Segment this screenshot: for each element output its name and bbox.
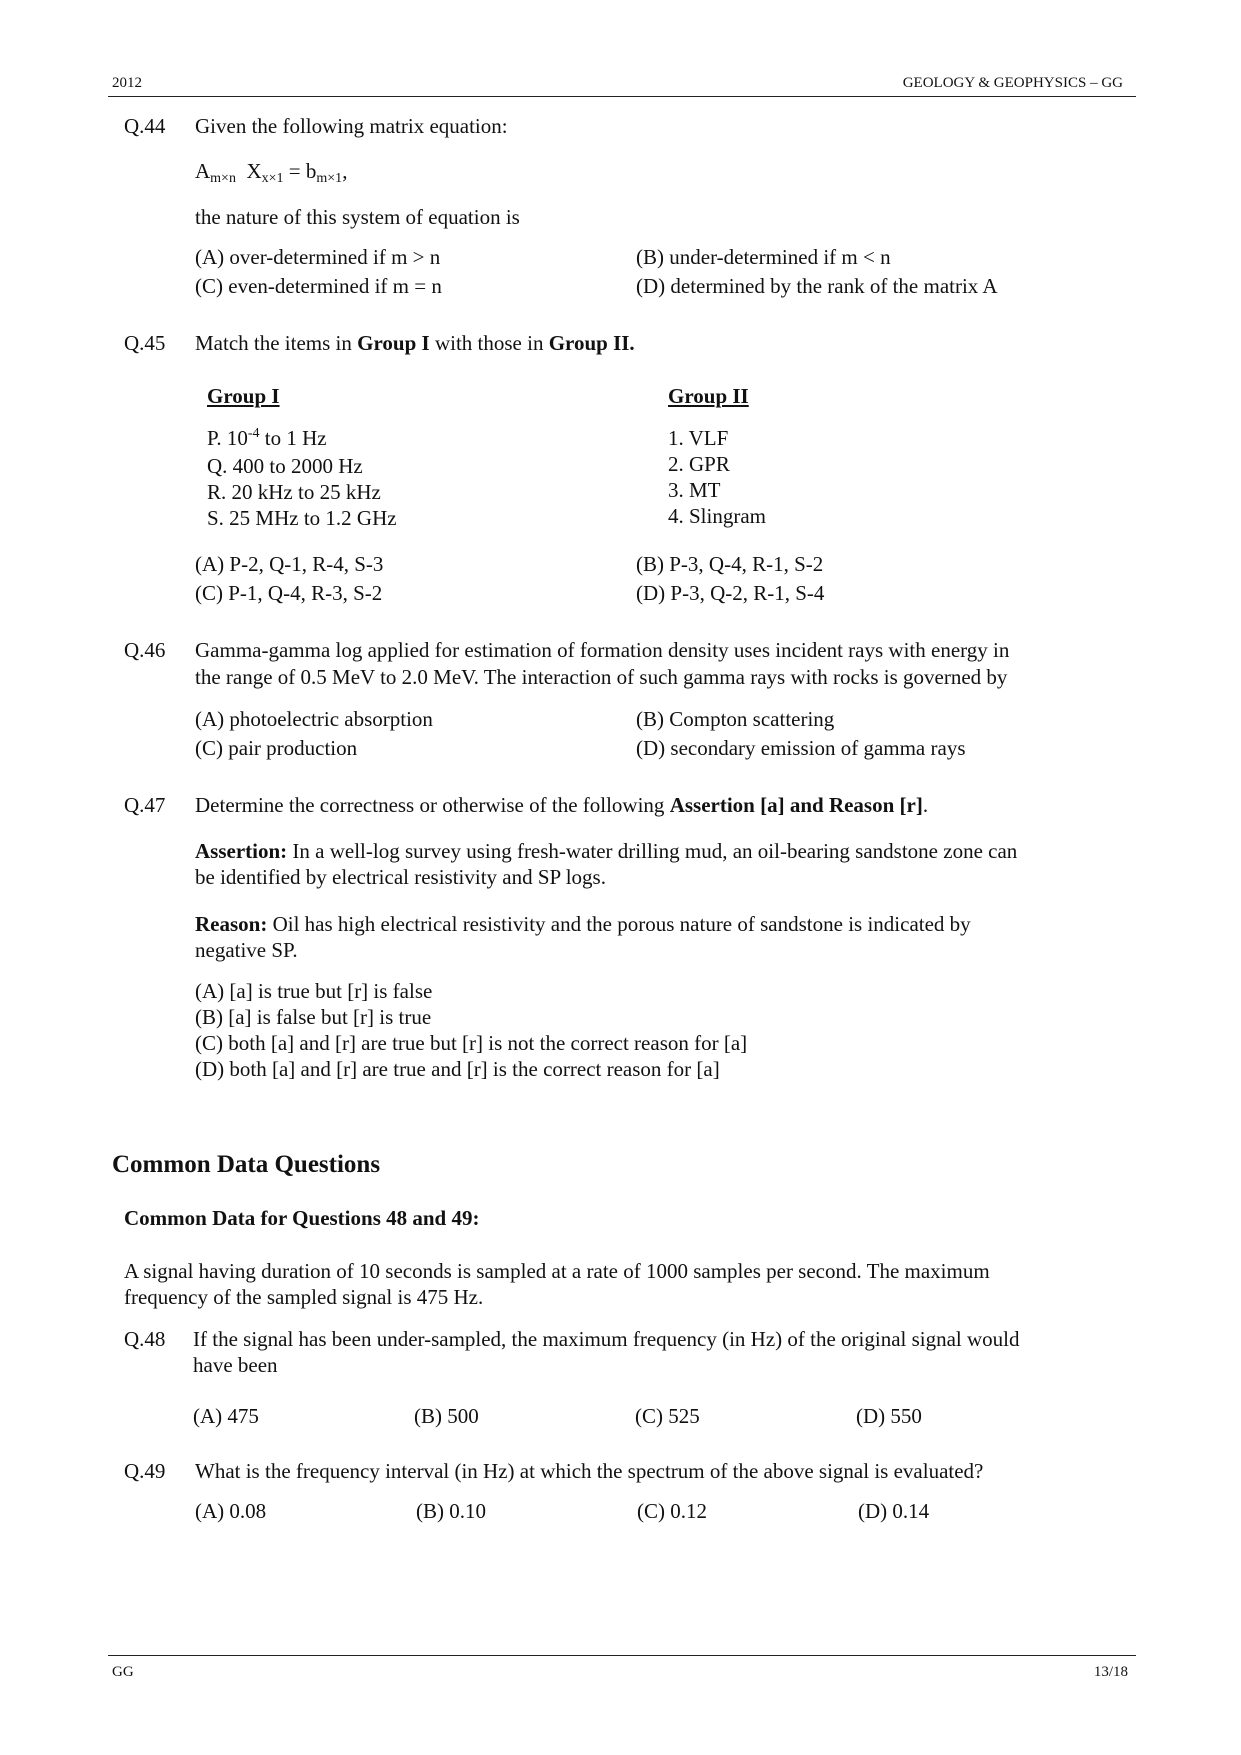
q45-group2-item-3: 3. MT: [668, 478, 721, 502]
q45-option-d: (D) P-3, Q-2, R-1, S-4: [636, 581, 825, 605]
q49-number: Q.49: [124, 1459, 166, 1483]
q45-group2-item-1: 1. VLF: [668, 426, 729, 450]
q48-option-c: (C) 525: [635, 1404, 700, 1428]
q47-reason-line2: negative SP.: [195, 938, 298, 962]
q47-assertion-line2: be identified by electrical resistivity and SP logs.: [195, 865, 606, 889]
q44-text: Given the following matrix equation:: [195, 114, 508, 138]
q48-option-b: (B) 500: [414, 1404, 479, 1428]
q47-number: Q.47: [124, 793, 166, 817]
q48-option-a: (A) 475: [193, 1404, 259, 1428]
q44-option-b: (B) under-determined if m < n: [636, 245, 891, 269]
q45-group1-item-q: Q. 400 to 2000 Hz: [207, 454, 363, 478]
q44-option-d: (D) determined by the rank of the matrix A: [636, 274, 998, 298]
q47-reason-line1: Reason: Oil has high electrical resistivity and the porous nature of sandstone is indicated by: [195, 912, 971, 936]
q45-group2-item-2: 2. GPR: [668, 452, 730, 476]
common-data-subheading: Common Data for Questions 48 and 49:: [124, 1206, 480, 1230]
q45-group1-item-p: P. $10^{-4}$ to 1 Hz: [207, 426, 327, 450]
q46-option-a: (A) photoelectric absorption: [195, 707, 433, 731]
q44-equation: $A_{m\times n}$ $X_{x\times 1} = b_{m\times 1}$,: [195, 159, 348, 186]
q45-group2-title: Group II: [668, 384, 749, 408]
q49-option-a: (A) 0.08: [195, 1499, 267, 1523]
q45-group1-item-r: R. 20 kHz to 25 kHz: [207, 480, 381, 504]
q48-line2: have been: [193, 1353, 278, 1377]
q44-option-a: (A) over-determined if m > n: [195, 245, 441, 269]
q47-option-b: (B) [a] is false but [r] is true: [195, 1005, 432, 1029]
q45-number: Q.45: [124, 331, 166, 355]
q44-text2: the nature of this system of equation is: [195, 205, 520, 229]
common-data-line1: A signal having duration of 10 seconds is sampled at a rate of 1000 samples per second. The maximum: [124, 1259, 990, 1283]
header-rule: [108, 96, 1136, 97]
q47-option-d: (D) both [a] and [r] are true and [r] is the correct reason for [a]: [195, 1057, 720, 1081]
q45-option-a: (A) P-2, Q-1, R-4, S-3: [195, 552, 384, 576]
footer-page-number: 13/18: [1093, 1664, 1128, 1680]
q45-group2-item-4: 4. Slingram: [668, 504, 766, 528]
footer-rule: [108, 1655, 1136, 1656]
header-year: 2012: [112, 75, 142, 91]
common-data-heading: Common Data Questions: [112, 1151, 381, 1178]
q45-group1-title: Group I: [207, 384, 280, 408]
q45-option-b: (B) P-3, Q-4, R-1, S-2: [636, 552, 824, 576]
q46-line2: the range of 0.5 MeV to 2.0 MeV. The interaction of such gamma rays with rocks is governed by: [195, 665, 1008, 689]
q48-number: Q.48: [124, 1327, 166, 1351]
q44-option-c: (C) even-determined if m = n: [195, 274, 442, 298]
q45-text: Match the items in Group I with those in Group II.: [195, 331, 635, 355]
q46-number: Q.46: [124, 638, 166, 662]
q47-option-a: (A) [a] is true but [r] is false: [195, 979, 433, 1003]
q45-group1-item-s: S. 25 MHz to 1.2 GHz: [207, 506, 397, 530]
q47-text: Determine the correctness or otherwise of the following Assertion [a] and Reason [r].: [195, 793, 929, 817]
q45-option-c: (C) P-1, Q-4, R-3, S-2: [195, 581, 383, 605]
q47-assertion-line1: Assertion: In a well-log survey using fresh-water drilling mud, an oil-bearing sandstone zone can: [195, 839, 1018, 863]
q48-line1: If the signal has been under-sampled, the maximum frequency (in Hz) of the original signal would: [193, 1327, 1020, 1351]
q44-number: Q.44: [124, 114, 166, 138]
q47-option-c: (C) both [a] and [r] are true but [r] is not the correct reason for [a]: [195, 1031, 748, 1055]
q46-option-d: (D) secondary emission of gamma rays: [636, 736, 966, 760]
q49-text: What is the frequency interval (in Hz) at which the spectrum of the above signal is evaluated?: [195, 1459, 984, 1483]
common-data-line2: frequency of the sampled signal is 475 Hz.: [124, 1285, 484, 1309]
q46-option-b: (B) Compton scattering: [636, 707, 835, 731]
q46-line1: Gamma-gamma log applied for estimation of formation density uses incident rays with energy in: [195, 638, 1010, 662]
q49-option-b: (B) 0.10: [416, 1499, 486, 1523]
q49-option-d: (D) 0.14: [858, 1499, 930, 1523]
q48-option-d: (D) 550: [856, 1404, 922, 1428]
footer-code: GG: [112, 1664, 134, 1680]
header-subject: GEOLOGY & GEOPHYSICS – GG: [902, 75, 1123, 91]
q46-option-c: (C) pair production: [195, 736, 358, 760]
q49-option-c: (C) 0.12: [637, 1499, 707, 1523]
